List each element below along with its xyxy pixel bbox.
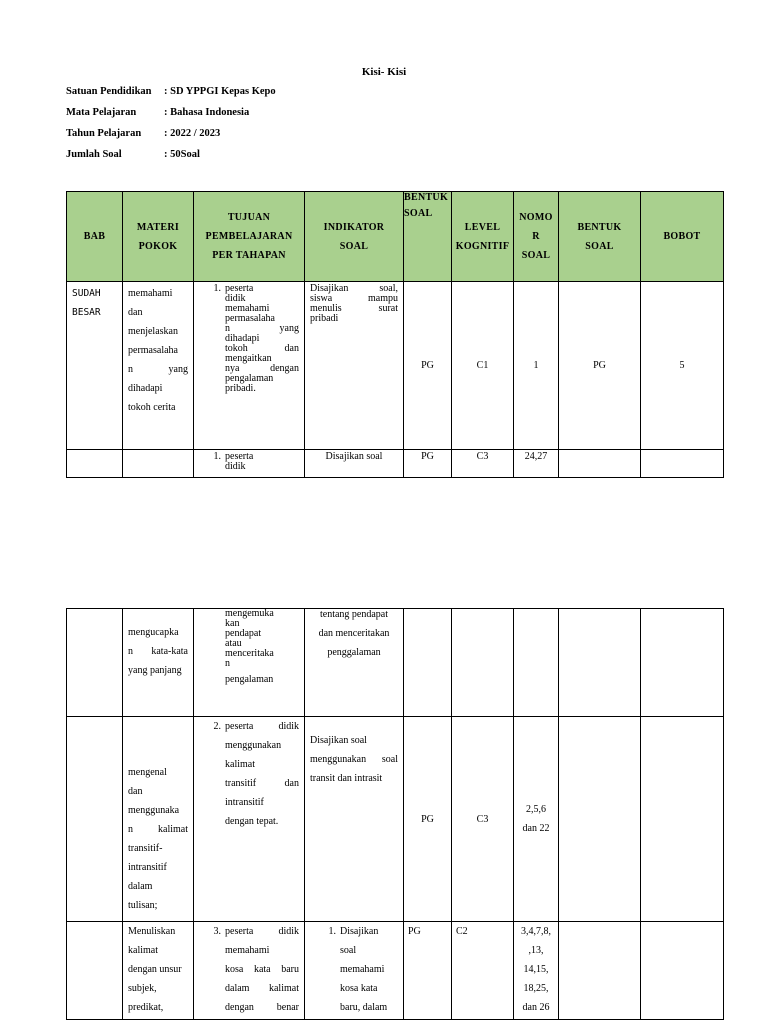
cell-line: ,13, [528, 945, 544, 956]
cell-line: menggunakan soal [310, 754, 398, 765]
header-line: BENTUK [404, 192, 449, 203]
cell-line: peserta didik [225, 721, 299, 732]
list-item [199, 717, 299, 831]
cell-line: transitif dan [225, 778, 299, 789]
cell-line: menceritaka [225, 648, 274, 659]
cell-line: tokoh dan [225, 343, 299, 354]
cell-line: dan [128, 786, 143, 797]
list-item [310, 922, 398, 1017]
meta-value: : 2022 / 2023 [164, 128, 221, 139]
cell-tujuan [194, 717, 305, 922]
header-bab [67, 192, 123, 282]
cell-level: C3 [452, 450, 514, 478]
cell-line: subjek, [128, 983, 157, 994]
cell-line: mengemuka [225, 608, 274, 619]
cell-line: dengan unsur [128, 964, 182, 975]
cell-line: n kalimat [128, 824, 188, 835]
meta-label: Satuan Pendidikan [66, 86, 152, 97]
cell-indikator [305, 922, 404, 1020]
cell-line: mengaitkan [225, 353, 272, 364]
cell-bentuk-soal-2 [559, 922, 641, 1020]
cell-line: didik [225, 293, 246, 304]
cell-line: pribadi [310, 313, 339, 324]
table-row [67, 609, 724, 717]
list-item [199, 284, 299, 394]
meta-value: : Bahasa Indonesia [164, 107, 250, 118]
cell-line: menjelaskan [128, 326, 178, 337]
cell-tujuan [194, 609, 305, 717]
cell-line: atau [225, 638, 242, 649]
header-bentuk-soal [404, 192, 452, 282]
cell-materi [123, 609, 194, 717]
cell-line: pengalaman [225, 373, 274, 384]
cell-line: pendapat [225, 628, 262, 639]
cell-line: tulisan; [128, 900, 158, 911]
cell-bab [67, 282, 123, 450]
header-bobot-label: BOBOT [663, 231, 701, 242]
cell-line: 18,25, [523, 983, 549, 994]
cell-line: transitif- [128, 843, 163, 854]
cell-line: menulis surat [310, 303, 398, 314]
cell-bab [67, 450, 123, 478]
cell-materi [123, 282, 194, 450]
cell-line: mengenal [128, 767, 167, 778]
cell-line: n yang [225, 323, 299, 334]
cell-bentuk-soal: PG [404, 922, 452, 1020]
header-level-kognitif [452, 192, 514, 282]
grid-table-bottom [66, 608, 724, 1020]
table-row [67, 922, 724, 1020]
cell-bobot [641, 717, 724, 922]
cell-line: Disajikan [340, 926, 379, 937]
cell-line: Menuliskan [128, 926, 176, 937]
cell-line: soal [340, 945, 357, 956]
cell-line: pengalaman [225, 674, 274, 685]
cell-bentuk-soal: PG [404, 717, 452, 922]
cell-line: memahami [225, 303, 270, 314]
cell-line: tokoh cerita [128, 402, 176, 413]
cell-indikator: Disajikan soal [305, 450, 404, 478]
header-line: SOAL [404, 208, 433, 219]
cell-line: didik [225, 461, 246, 472]
cell-line: memahami [340, 964, 385, 975]
header-bentuk-soal-2 [559, 192, 641, 282]
header-tujuan [194, 192, 305, 282]
cell-line: pribadi. [225, 383, 256, 394]
cell-indikator [305, 609, 404, 717]
meta-value: : SD YPPGI Kepas Kepo [164, 86, 276, 97]
list-number: 1. [213, 451, 221, 462]
cell-indikator [305, 717, 404, 922]
header-line: R [532, 231, 540, 242]
cell-line: permasalaha [128, 345, 178, 356]
meta-satuan-pendidikan [66, 86, 276, 97]
header-bab-label: BAB [83, 231, 106, 242]
cell-level [452, 609, 514, 717]
header-line: SOAL [521, 250, 551, 261]
cell-line: menggunaka [128, 805, 180, 816]
cell-level: C2 [452, 922, 514, 1020]
header-row [67, 192, 724, 282]
list-text [225, 284, 299, 394]
list-item [199, 922, 299, 1017]
meta-jumlah-soal [66, 149, 200, 160]
header-line: LEVEL [464, 221, 501, 233]
cell-line: Disajikan soal [310, 735, 367, 746]
cell-bab [67, 922, 123, 1020]
cell-line: dalam [128, 881, 153, 892]
meta-mata-pelajaran [66, 107, 249, 118]
list-text [225, 717, 299, 831]
cell-line: siswa mampu [310, 293, 398, 304]
cell-line: dalam kalimat [225, 983, 299, 994]
cell-bab [67, 609, 123, 717]
list-item [199, 452, 299, 472]
header-line: PER TAHAPAN [212, 250, 286, 261]
cell-line: kosa kata baru [225, 964, 299, 975]
header-line: SOAL [339, 240, 369, 252]
header-line: MATERI [136, 221, 180, 233]
cell-line: intransitif [225, 797, 264, 808]
cell-nomor: 1 [514, 282, 559, 450]
cell-bab [67, 717, 123, 922]
cell-bobot: 5 [641, 282, 724, 450]
cell-line: dan menceritakan [318, 628, 390, 639]
cell-line: predikat, [128, 1002, 164, 1013]
cell-line: peserta didik [225, 926, 299, 937]
cell-bentuk-soal [404, 609, 452, 717]
cell-materi [123, 450, 194, 478]
header-bobot [641, 192, 724, 282]
cell-line: peserta [225, 451, 254, 462]
cell-line: dihadapi [225, 333, 260, 344]
cell-line: dengan benar [225, 1002, 299, 1013]
table-row [67, 717, 724, 922]
cell-line: permasalaha [225, 313, 275, 324]
cell-line: dan [128, 307, 143, 318]
cell-bentuk-soal: PG [404, 282, 452, 450]
header-line: BENTUK [577, 221, 622, 233]
cell-bentuk-soal: PG [404, 450, 452, 478]
cell-bobot [641, 609, 724, 717]
cell-bentuk-soal-2: PG [559, 282, 641, 450]
meta-label: Tahun Pelajaran [66, 128, 142, 139]
cell-nomor [514, 609, 559, 717]
cell-line: nya dengan [225, 363, 299, 374]
list-text [340, 922, 398, 1017]
cell-indikator [305, 282, 404, 450]
list-number: 2. [213, 721, 221, 732]
meta-value: : 50Soal [164, 149, 200, 160]
cell-line: yang panjang [128, 665, 182, 676]
cell-bentuk-soal-2 [559, 609, 641, 717]
header-line: SOAL [585, 240, 614, 252]
cell-materi [123, 922, 194, 1020]
cell-line: transit dan intrasit [310, 773, 383, 784]
cell-line: 14,15, [523, 964, 549, 975]
header-line: TUJUAN [227, 212, 271, 223]
cell-line: n [225, 658, 230, 669]
meta-label: Jumlah Soal [66, 149, 122, 160]
cell-bobot [641, 922, 724, 1020]
cell-nomor: 24,27 [514, 450, 559, 478]
cell-line: BESAR [72, 307, 101, 318]
cell-line: kosa kata [340, 983, 378, 994]
table-row [67, 450, 724, 478]
cell-line: kalimat [225, 759, 255, 770]
cell-tujuan [194, 922, 305, 1020]
header-indikator [305, 192, 404, 282]
cell-line: dan 22 [522, 823, 550, 834]
list-number: 1. [328, 926, 336, 937]
cell-line: mengucapka [128, 627, 179, 638]
cell-bentuk-soal-2 [559, 450, 641, 478]
list-text [225, 922, 299, 1017]
meta-tahun-pelajaran [66, 128, 220, 139]
cell-line: tentang pendapat [319, 609, 389, 620]
header-line: INDIKATOR [323, 221, 385, 233]
cell-bobot [641, 450, 724, 478]
document-title: Kisi- Kisi [361, 66, 407, 78]
cell-level: C3 [452, 717, 514, 922]
cell-line: dihadapi [128, 383, 163, 394]
cell-tujuan [194, 450, 305, 478]
list-number: 3. [213, 926, 221, 937]
header-materi-pokok [123, 192, 194, 282]
cell-line: intransitif [128, 862, 167, 873]
cell-bentuk-soal-2 [559, 717, 641, 922]
cell-level: C1 [452, 282, 514, 450]
cell-line: Disajikan soal, [310, 283, 398, 294]
header-line: KOGNITIF [455, 240, 510, 252]
header-line: NOMO [519, 212, 553, 223]
cell-line: n kata-kata [128, 646, 188, 657]
cell-nomor [514, 717, 559, 922]
cell-line: penggalaman [327, 647, 381, 658]
cell-line: peserta [225, 283, 254, 294]
table-row [67, 282, 724, 450]
cell-line: dan 26 [522, 1002, 550, 1013]
cell-line: dengan tepat. [225, 816, 279, 827]
list-text [225, 452, 299, 472]
header-nomor-soal [514, 192, 559, 282]
grid-table-top [66, 191, 724, 478]
cell-line: memahami [128, 288, 173, 299]
cell-line: SUDAH [72, 288, 101, 299]
meta-label: Mata Pelajaran [66, 107, 137, 118]
cell-materi [123, 717, 194, 922]
header-line: PEMBELAJARAN [205, 231, 293, 242]
cell-line: baru, dalam [340, 1002, 388, 1013]
cell-line: kan [225, 618, 240, 629]
cell-nomor [514, 922, 559, 1020]
cell-tujuan [194, 282, 305, 450]
cell-line: 2,5,6 [526, 804, 546, 815]
cell-line: menggunakan [225, 740, 282, 751]
header-line: POKOK [138, 240, 178, 252]
cell-line: memahami [225, 945, 270, 956]
list-number: 1. [213, 283, 221, 294]
cell-line: n yang [128, 364, 188, 375]
cell-line: kalimat [128, 945, 158, 956]
cell-line: 3,4,7,8, [521, 926, 551, 937]
